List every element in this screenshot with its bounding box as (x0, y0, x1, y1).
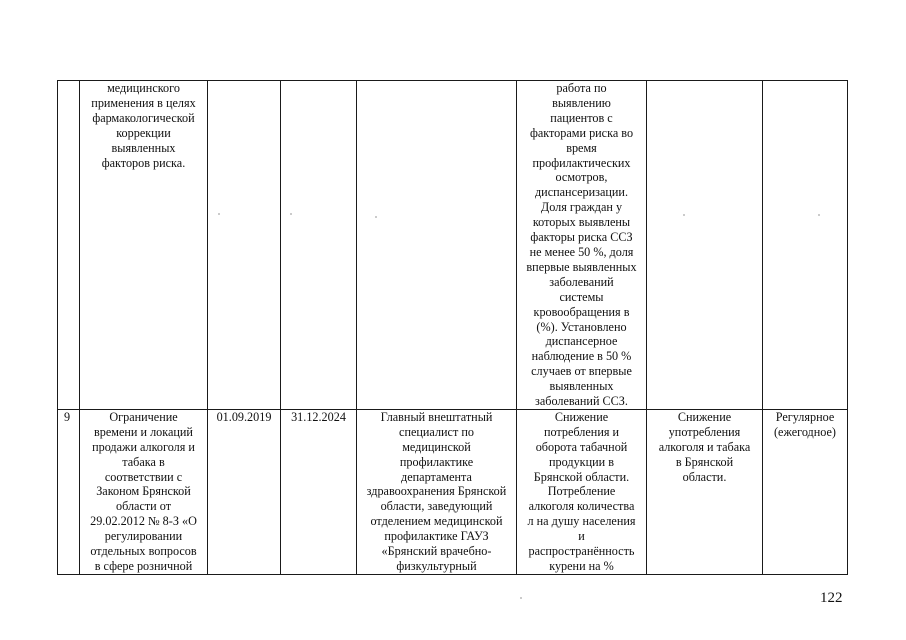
cell-text-line: и (578, 529, 585, 544)
cell-text-line: не менее 50 %, доля (529, 244, 634, 259)
cell-text-line: продукции в (549, 454, 614, 469)
cell-text-line: здравоохранения Брянской (366, 484, 507, 499)
cell-text-line: Снижение (554, 409, 609, 424)
cell-text-line: специалист по (399, 424, 474, 439)
cell-text-line: диспансерное (545, 334, 618, 349)
scan-speck (818, 214, 820, 216)
row-number-cell (58, 81, 80, 410)
cell-text-line: медицинской (402, 439, 471, 454)
cell-text-line: физкультурный (396, 559, 477, 573)
cell-text-line: (ежегодное) (773, 424, 836, 439)
cell-text-line: заболеваний ССЗ. (535, 394, 628, 409)
cell-text-line: фармакологической (92, 110, 195, 125)
cell-text-line: работа по (556, 81, 607, 95)
cell-text-line: области от (115, 499, 172, 514)
cell-text-line: выявлению (552, 95, 611, 110)
page-number: 122 (820, 590, 843, 606)
scan-speck (290, 213, 292, 215)
cell-text-line: факторы риска ССЗ (530, 230, 633, 245)
cell-text-line: наблюдение в 50 % (531, 349, 632, 364)
cell-text-line: кровообращения в (533, 304, 630, 319)
cell-text-line: которых выявлены (532, 215, 631, 230)
cell-text-line: профилактике (399, 454, 474, 469)
cell-text-line: области, заведующий (380, 499, 493, 514)
cell-text-line: Снижение (677, 409, 732, 424)
cell-text-line: Законом Брянской (96, 484, 191, 499)
cell-text-line: Регулярное (775, 409, 835, 424)
cell-text-line: регулировании (104, 529, 183, 544)
cell-text-line: Потребление (547, 484, 616, 499)
start-date-cell: 01.09.2019 (208, 409, 281, 574)
cell-text-line: продажи алкоголя и (92, 439, 195, 454)
frequency-cell (763, 81, 848, 410)
end-date-cell: 31.12.2024 (281, 409, 357, 574)
plan-table (57, 80, 848, 575)
cell-text-line: профилактических (532, 155, 631, 170)
cell-text-line: «Брянский врачебно- (381, 544, 492, 559)
cell-text-line: диспансеризации. (534, 185, 628, 200)
indicator-cell (517, 81, 647, 410)
cell-text-line: случаев от впервые (531, 364, 632, 379)
cell-text-line: распространённость (528, 544, 635, 559)
cell-text-line: Доля граждан у (540, 200, 623, 215)
event-cell (80, 409, 208, 574)
responsible-cell (357, 409, 517, 574)
cell-text-line: Главный внештатный (380, 409, 493, 424)
row-number-cell: 9 (58, 409, 80, 574)
cell-text-line: выявленных (549, 379, 614, 394)
cell-text-line: отдельных вопросов (90, 544, 197, 559)
end-date-cell (281, 81, 357, 410)
cell-text-line: Ограничение (109, 409, 178, 424)
cell-text-line: департамента (401, 469, 472, 484)
cell-text-line: Брянской области. (533, 469, 630, 484)
cell-text-line: пациентов с (550, 110, 613, 125)
table-row-9 (58, 409, 848, 574)
start-date-cell (208, 81, 281, 410)
cell-text-line: время (566, 140, 597, 155)
cell-text-line: профилактике ГАУЗ (384, 529, 489, 544)
cell-text-line: употребления (668, 424, 741, 439)
cell-text-line: соответствии с (104, 469, 183, 484)
cell-text-line: отделением медицинской (370, 514, 503, 529)
cell-text-line: оборота табачной (535, 439, 628, 454)
cell-text-line: курени на % (549, 559, 614, 573)
cell-text-line: потребления и (543, 424, 620, 439)
scan-speck (375, 216, 377, 218)
result-cell (647, 409, 763, 574)
cell-text-line: в Брянской (675, 454, 734, 469)
result-cell (647, 81, 763, 410)
cell-text-line: алкоголя и табака (658, 439, 751, 454)
event-cell (80, 81, 208, 410)
cell-text-line: системы (559, 289, 604, 304)
cell-text-line: заболеваний (549, 274, 614, 289)
cell-text-line: применения в целях (91, 95, 196, 110)
cell-text-line: медицинского (107, 81, 180, 95)
cell-text-line: впервые выявленных (526, 259, 637, 274)
cell-text-line: в сфере розничной (94, 559, 193, 573)
scan-speck (683, 214, 685, 216)
cell-text-line: факторами риска во (529, 125, 634, 140)
cell-text-line: табака в (122, 454, 165, 469)
scan-speck (218, 213, 220, 215)
table-row-continued (58, 81, 848, 410)
cell-text-line: области. (682, 469, 727, 484)
cell-text-line: осмотров, (555, 170, 608, 185)
responsible-cell (357, 81, 517, 410)
cell-text-line: (%). Установлено (536, 319, 627, 334)
scan-speck (520, 597, 522, 599)
cell-text-line: алкоголя количества (528, 499, 635, 514)
cell-text-line: времени и локаций (94, 424, 193, 439)
cell-text-line: л на душу населения (527, 514, 636, 529)
frequency-cell (763, 409, 848, 574)
cell-text-line: коррекции (116, 125, 171, 140)
cell-text-line: 29.02.2012 № 8-З «О (90, 514, 197, 529)
cell-text-line: факторов риска. (101, 155, 186, 170)
cell-text-line: выявленных (111, 140, 176, 155)
indicator-cell (517, 409, 647, 574)
